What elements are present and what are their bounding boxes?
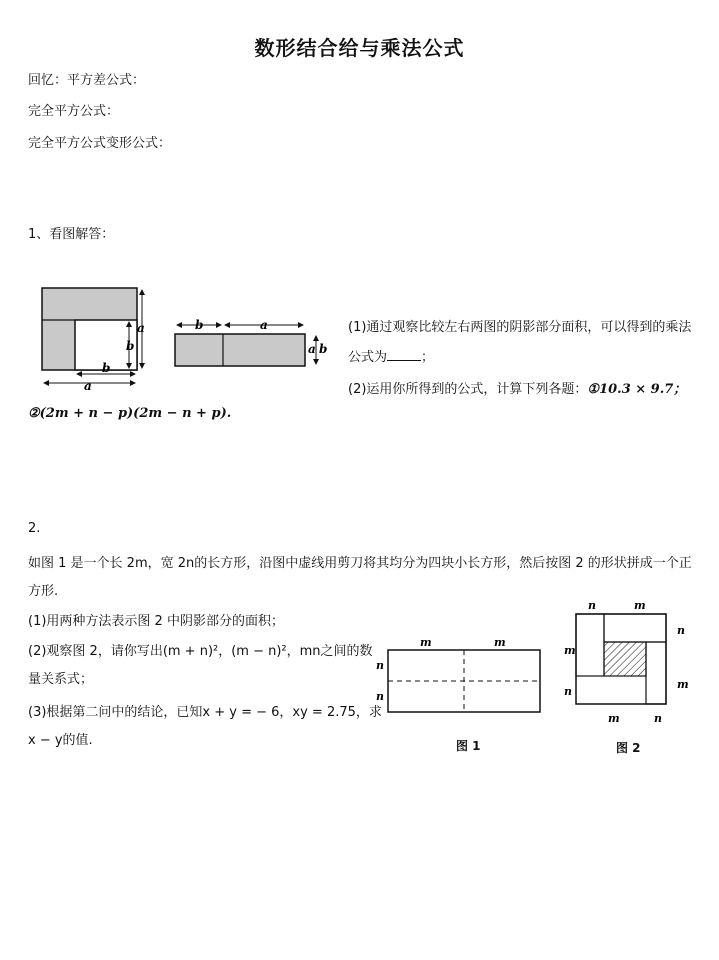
label-a-left-bottom: a [84,379,92,393]
figure-2-label-m-bottom: m [608,712,620,725]
figure-2-label-m-left: m [564,644,576,657]
figure-2-label-n-left: n [564,685,572,698]
label-b-left-bottom: b [102,361,111,375]
review-line-1: 回忆：平方差公式： [28,73,146,88]
question-1-part-2-text: (2)运用你所得到的公式，计算下列各题： [348,382,588,397]
label-b-right-side: b [319,342,328,356]
figure-2-label-n-top-left: n [588,599,596,612]
label-a-right-side: a [308,342,316,356]
figure-2 [560,598,700,728]
question-2-part-3-line-2: x − y的值. [28,733,93,748]
question-1-heading: 1、看图解答： [28,227,115,242]
figure-2-label-n-right: n [677,624,685,637]
question-1-part-1-prefix: 公式为 [348,350,388,365]
left-square-figure [42,288,145,393]
figure-1 [372,636,550,720]
question-2-intro-line-2: 方形. [28,584,59,599]
question-2-part-2-line-2: 量关系式； [28,672,94,687]
label-b-right-top: b [195,318,204,332]
review-line-2: 完全平方公式： [28,104,120,119]
question-2-part-2-line-1: (2)观察图 2，请你写出(m + n)²，(m − n)²，mn之间的数 [28,644,373,659]
review-line-3: 完全平方公式变形公式： [28,136,172,151]
question-1-part-1-end: ； [421,350,435,365]
page-title: 数形结合给与乘法公式 [254,36,465,60]
figure-2-label-m-top: m [634,599,646,612]
figure-2-label-m-right: m [677,678,689,691]
question-1-part-1-line-1: (1)通过观察比较左右两图的阴影部分面积，可以得到的乘法 [348,320,692,335]
question-1-part-2-line [348,381,686,399]
question-2-heading: 2. [28,521,41,536]
label-a-left-vertical: a [137,321,145,335]
figure-2-caption: 图 2 [616,741,641,755]
figure-1-label-n-top: n [376,659,384,672]
label-a-right-top: a [260,318,268,332]
question-2-part-1: (1)用两种方法表示图 2 中阴影部分的面积； [28,614,284,629]
figure-1-label-n-bottom: n [376,690,384,703]
figure-1-caption: 图 1 [456,739,481,753]
question-1-calc-2: ②(2m + n − p)(2m − n + p). [28,406,232,421]
question-2-part-3-line-1: (3)根据第二问中的结论，已知x + y = − 6，xy = 2.75，求 [28,705,382,720]
label-b-left-vertical: b [126,339,135,353]
question-1-calc-1: ①10.3 × 9.7； [587,382,687,397]
question-2-intro-line-1: 如图 1 是一个长 2m，宽 2n的长方形，沿图中虚线用剪刀将其均分为四块小长方形，然后按图 2 的形状拼成一个正 [28,556,692,571]
figure-2-label-n-bottom: n [654,712,662,725]
figure-2-shaded-square [604,642,646,676]
answer-blank[interactable] [387,348,421,361]
question-1-figures [30,278,350,393]
question-1-part-1-line-2 [348,348,434,367]
right-rectangle-figure [175,318,327,366]
figure-1-label-m-left: m [420,636,432,649]
figure-1-label-m-right: m [494,636,506,649]
